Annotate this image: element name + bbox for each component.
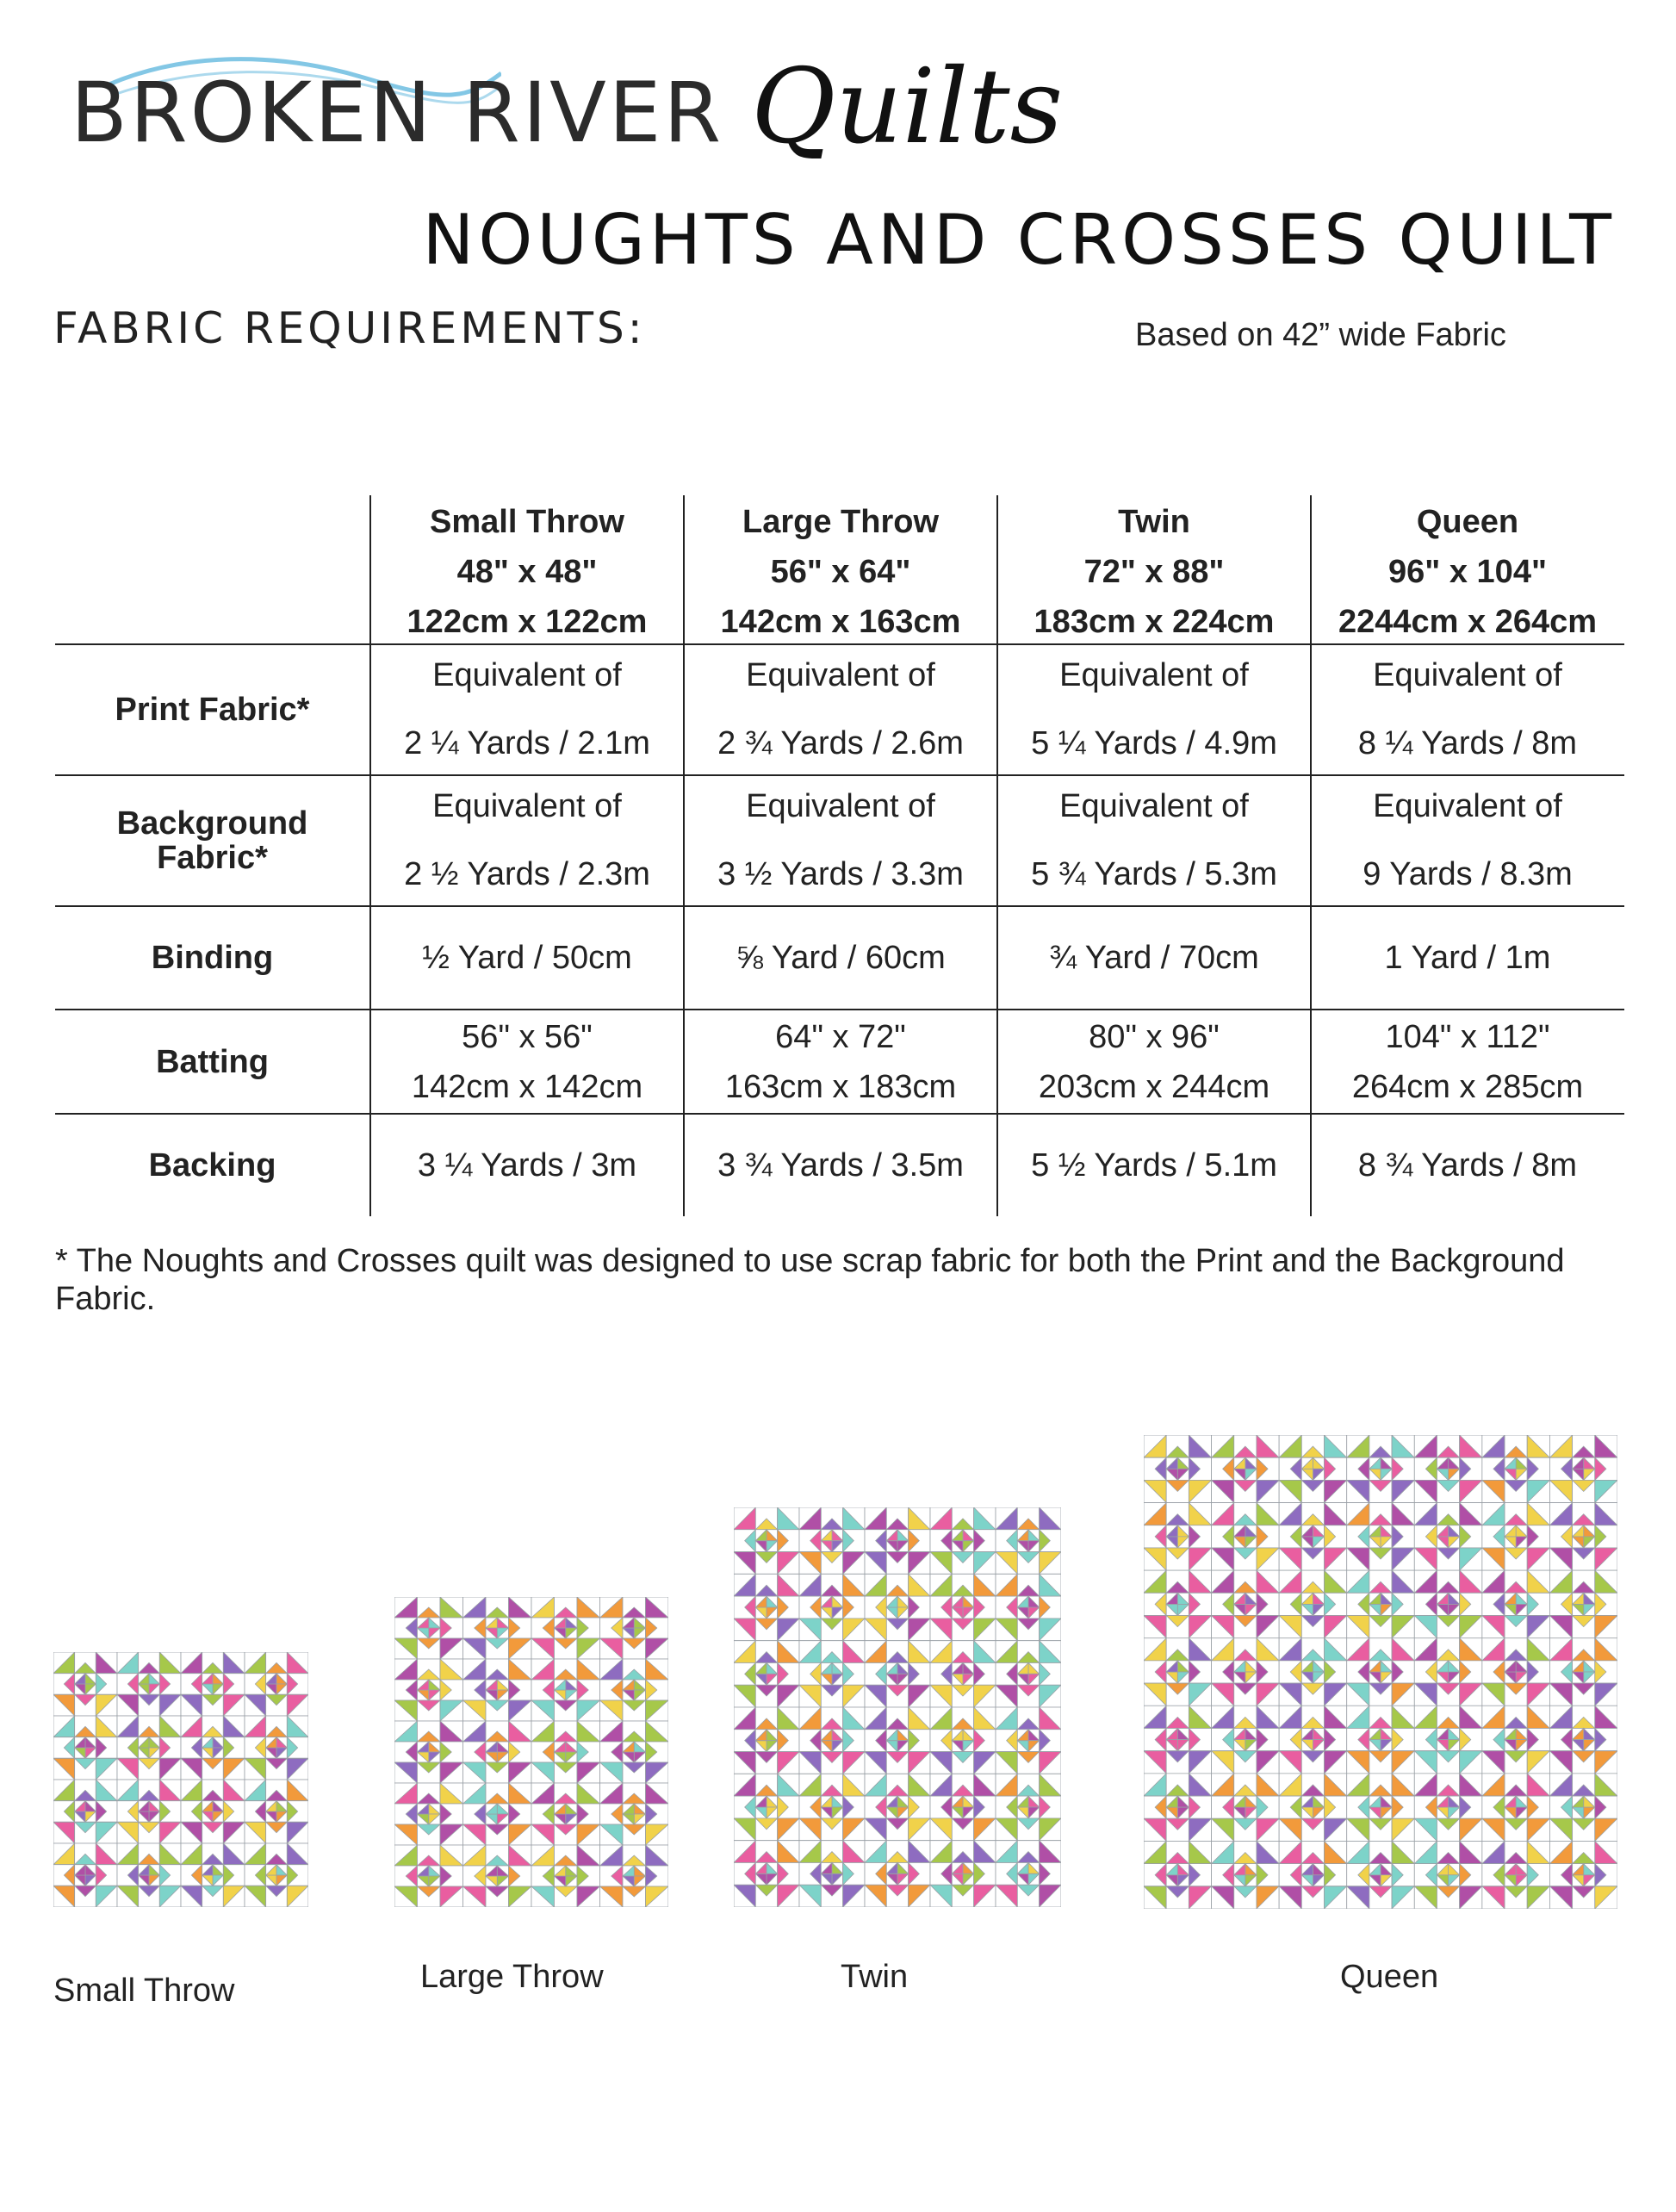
table-row-binding xyxy=(55,905,1624,1009)
table-cell xyxy=(1310,1010,1623,1113)
column-name: Queen xyxy=(1416,504,1519,540)
table-cell xyxy=(996,645,1310,774)
logo-wordmark: BROKEN RIVER xyxy=(71,65,724,161)
table-row-backing xyxy=(55,1113,1624,1216)
column-cm: 142cm x 163cm xyxy=(720,604,961,640)
cell-inches: 104" x 112" xyxy=(1385,1018,1550,1055)
table-cell xyxy=(683,645,996,774)
section-heading: FABRIC REQUIREMENTS: xyxy=(53,303,646,353)
table-cell xyxy=(996,776,1310,905)
quilt-pattern-image xyxy=(394,1597,668,1907)
table-cell xyxy=(683,776,996,905)
cell-top: Equivalent of xyxy=(1373,788,1562,824)
header-twin xyxy=(996,495,1310,643)
table-cell xyxy=(369,776,683,905)
cell-top: Equivalent of xyxy=(432,657,622,693)
header-small-throw xyxy=(369,495,683,643)
quilt-label-small-throw: Small Throw xyxy=(53,1973,235,2009)
table-cell xyxy=(369,1010,683,1113)
header-large-throw xyxy=(683,495,996,643)
table-cell: ¾ Yard / 70cm xyxy=(996,907,1310,1009)
cell-inches: 80" x 96" xyxy=(1089,1018,1220,1055)
row-label-line1: Background xyxy=(116,805,308,842)
column-name: Small Throw xyxy=(430,504,624,540)
table-cell: 3 ¾ Yards / 3.5m xyxy=(683,1115,996,1216)
row-label: Print Fabric* xyxy=(115,692,310,728)
table-cell: 5 ½ Yards / 5.1m xyxy=(996,1115,1310,1216)
quilt-pattern-image xyxy=(53,1652,308,1907)
column-inches: 48" x 48" xyxy=(456,554,598,590)
brand-logo xyxy=(71,47,1064,167)
cell-inches: 64" x 72" xyxy=(775,1018,906,1055)
table-row-print-fabric xyxy=(55,643,1624,774)
table-row-batting xyxy=(55,1009,1624,1113)
column-inches: 56" x 64" xyxy=(770,554,911,590)
table-cell xyxy=(1310,645,1623,774)
cell-cm: 203cm x 244cm xyxy=(1038,1068,1270,1105)
table-header-row xyxy=(55,495,1624,643)
table-cell xyxy=(1310,776,1623,905)
cell-top: Equivalent of xyxy=(1059,657,1249,693)
cell-top: Equivalent of xyxy=(1059,788,1249,824)
column-name: Twin xyxy=(1118,504,1190,540)
fabric-width-note: Based on 42” wide Fabric xyxy=(1135,317,1506,353)
cell-bottom: 2 ¾ Yards / 2.6m xyxy=(717,725,964,761)
cell-top: Equivalent of xyxy=(1373,657,1562,693)
quilt-pattern-image xyxy=(734,1507,1061,1907)
column-cm: 183cm x 224cm xyxy=(1034,604,1275,640)
header-empty-cell xyxy=(55,495,369,643)
row-label xyxy=(55,776,369,905)
row-label-line2: Fabric* xyxy=(157,840,268,876)
column-cm: 2244cm x 264cm xyxy=(1338,604,1598,640)
table-cell xyxy=(369,645,683,774)
logo-script-text: Quilts xyxy=(751,47,1064,167)
table-cell: 1 Yard / 1m xyxy=(1310,907,1623,1009)
cell-bottom: 2 ½ Yards / 2.3m xyxy=(404,856,650,892)
column-name: Large Throw xyxy=(742,504,940,540)
table-row-background-fabric xyxy=(55,774,1624,905)
quilt-label-twin: Twin xyxy=(841,1959,909,1995)
cell-inches: 56" x 56" xyxy=(462,1018,593,1055)
cell-top: Equivalent of xyxy=(746,657,935,693)
cell-cm: 163cm x 183cm xyxy=(724,1068,957,1105)
quilt-preview-twin xyxy=(734,1507,1061,1907)
column-cm: 122cm x 122cm xyxy=(407,604,648,640)
table-cell xyxy=(683,1010,996,1113)
quilt-pattern-image xyxy=(1144,1435,1617,1909)
cell-bottom: 3 ½ Yards / 3.3m xyxy=(717,856,964,892)
quilt-preview-queen xyxy=(1144,1435,1617,1909)
cell-bottom: 5 ¼ Yards / 4.9m xyxy=(1031,725,1277,761)
footnote: * The Noughts and Crosses quilt was designed to use scrap fabric for both the Print and the Background Fabric. xyxy=(55,1243,1565,1317)
table-cell: ½ Yard / 50cm xyxy=(369,907,683,1009)
header-queen xyxy=(1310,495,1623,643)
quilt-preview-large-throw xyxy=(394,1597,668,1907)
cell-bottom: 5 ¾ Yards / 5.3m xyxy=(1031,856,1277,892)
row-label: Binding xyxy=(151,940,274,976)
cell-top: Equivalent of xyxy=(432,788,622,824)
cell-bottom: 8 ¼ Yards / 8m xyxy=(1357,725,1578,761)
cell-bottom: 2 ¼ Yards / 2.1m xyxy=(404,725,650,761)
cell-cm: 142cm x 142cm xyxy=(411,1068,643,1105)
quilt-preview-small-throw xyxy=(53,1652,308,1907)
row-label: Batting xyxy=(156,1043,269,1080)
quilt-label-large-throw: Large Throw xyxy=(420,1959,604,1995)
quilt-label-queen: Queen xyxy=(1340,1959,1439,1995)
row-label: Backing xyxy=(148,1147,276,1184)
fabric-requirements-table xyxy=(55,495,1624,1216)
cell-top: Equivalent of xyxy=(746,788,935,824)
table-cell: 3 ¼ Yards / 3m xyxy=(369,1115,683,1216)
column-inches: 72" x 88" xyxy=(1083,554,1225,590)
table-cell: ⅝ Yard / 60cm xyxy=(683,907,996,1009)
cell-bottom: 9 Yards / 8.3m xyxy=(1363,856,1573,892)
table-cell: 8 ¾ Yards / 8m xyxy=(1310,1115,1623,1216)
column-inches: 96" x 104" xyxy=(1388,554,1547,590)
cell-cm: 264cm x 285cm xyxy=(1351,1068,1584,1105)
table-cell xyxy=(996,1010,1310,1113)
page-title: NOUGHTS AND CROSSES QUILT xyxy=(422,200,1616,280)
